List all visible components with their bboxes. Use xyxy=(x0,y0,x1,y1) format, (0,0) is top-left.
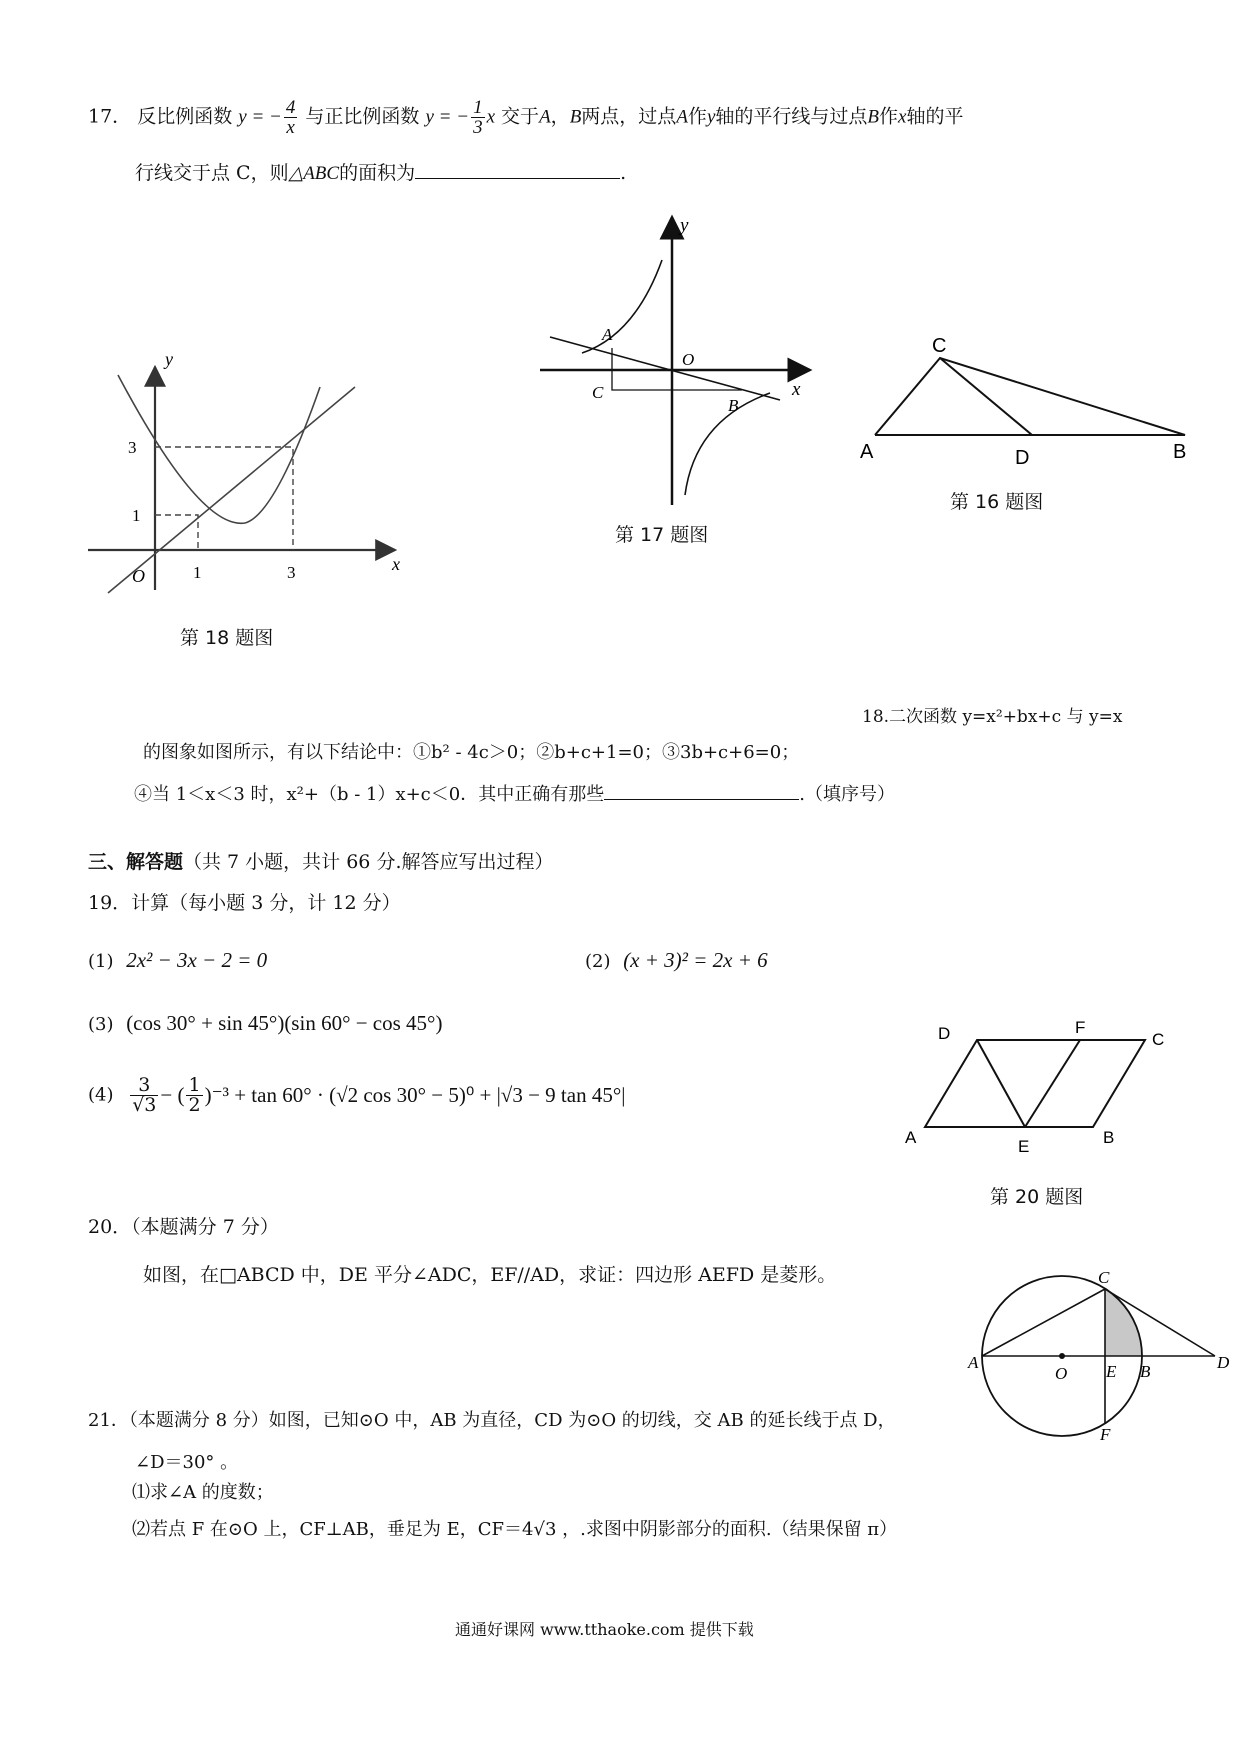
label-d: D xyxy=(1217,1353,1230,1372)
eq2-lhs: y = − xyxy=(425,106,470,128)
expression: (cos 30° + sin 45°)(sin 60° − cos 45°) xyxy=(126,1011,443,1035)
part-label: (3) xyxy=(88,1014,114,1035)
label-o: O xyxy=(132,566,145,586)
equation: (x + 3)² = 2x + 6 xyxy=(623,948,768,972)
figure-21 xyxy=(960,1265,1230,1445)
q21-header: 21．（本题满分 8 分）如图，已知⊙O 中，AB 为直径，CD 为⊙O 的切线，交 AB 的延长线于点 D， xyxy=(88,1410,896,1431)
point-b: B xyxy=(867,106,879,128)
q17-text: 反比例函数 xyxy=(137,105,233,128)
q17-text: 两点，过点 xyxy=(581,105,677,128)
frac-num: 1 xyxy=(473,97,483,118)
question-number: 17． xyxy=(88,105,132,128)
q19-part2 xyxy=(585,948,768,973)
var-y: y xyxy=(706,106,716,128)
q18-line2: 的图象如图所示，有以下结论中：①b² - 4c＞0；②b+c+1=0；③3b+c+6=0； xyxy=(143,742,800,763)
q17-text: 作 xyxy=(879,105,899,128)
part-label: (2) xyxy=(585,951,611,972)
label-c: C xyxy=(592,383,604,402)
parallelogram-abcd xyxy=(925,1040,1145,1127)
tick-1-x: 1 xyxy=(193,563,202,582)
figure-18 xyxy=(80,345,410,605)
frac-den: √3 xyxy=(132,1094,157,1116)
label-c: C xyxy=(1098,1268,1110,1287)
q17-text: 轴的平 xyxy=(906,105,964,128)
q17-text: 交于 xyxy=(501,105,540,128)
point-b: B xyxy=(569,106,582,128)
label-x: x xyxy=(392,554,400,574)
q21-part2: ⑵若点 F 在⊙O 上，CF⊥AB，垂足为 E，CF＝4√3 ，.求图中阴影部分的面积.（结果保留 π） xyxy=(132,1519,898,1540)
q17-line1 xyxy=(88,98,963,137)
q21-line2: ∠D＝30° 。 xyxy=(135,1452,239,1473)
label-c: C xyxy=(1152,1030,1165,1049)
frac-num: 4 xyxy=(285,97,296,118)
expression: )⁻³ + tan 60° · (√2 cos 30° − 5)⁰ + |√3 − 9 tan 45°| xyxy=(204,1082,626,1107)
equation: 2x² − 3x − 2 = 0 xyxy=(126,948,268,972)
var-x: x xyxy=(898,106,907,128)
q19-header: 19．计算（每小题 3 分，计 12 分） xyxy=(88,892,401,914)
frac-num: 1 xyxy=(188,1074,201,1096)
q19-part4 xyxy=(88,1076,625,1115)
center-dot xyxy=(1059,1353,1065,1359)
eq1-lhs: y = − xyxy=(238,106,282,128)
tick-1-y: 1 xyxy=(132,506,141,525)
label-e: E xyxy=(1106,1362,1117,1381)
answer-blank[interactable] xyxy=(415,160,620,179)
label-y: y xyxy=(680,215,689,236)
label-e: E xyxy=(1018,1137,1030,1156)
section-desc: （共 7 小题，共计 66 分.解答应写出过程） xyxy=(183,851,554,873)
q17-text: . xyxy=(620,162,627,184)
frac-den: 3 xyxy=(473,117,483,138)
part-label: (1) xyxy=(88,951,114,972)
frac-num: 3 xyxy=(130,1076,158,1096)
frac-den: 2 xyxy=(188,1094,201,1116)
hyperbola-left-branch xyxy=(582,260,662,353)
dashed-guide-1 xyxy=(155,515,198,550)
triangle-abc: △ABC xyxy=(288,163,340,184)
q20-header: 20．（本题满分 7 分） xyxy=(88,1216,279,1238)
label-a: A xyxy=(602,325,613,344)
fraction-1-over-3 xyxy=(471,98,485,137)
label-f: F xyxy=(1075,1018,1086,1037)
q17-text: 行线交于点 C，则 xyxy=(135,162,289,184)
label-o: O xyxy=(1055,1364,1068,1383)
chord-ac xyxy=(982,1289,1105,1356)
q18-text: ④当 1＜x＜3 时，x²+（b - 1）x+c＜0．其中正确有那些 xyxy=(134,784,605,805)
label-f: F xyxy=(1100,1425,1111,1444)
part-label: (4) xyxy=(88,1084,114,1106)
label-b: B xyxy=(728,396,739,415)
figure-16-caption: 第 16 题图 xyxy=(950,491,1044,513)
segment-cd xyxy=(940,358,1032,435)
q18-line1: 18.二次函数 y=x²+bx+c 与 y=x xyxy=(862,707,1123,727)
tick-3-x: 3 xyxy=(287,563,296,582)
page-footer: 通通好课网 www.tthaoke.com 提供下载 xyxy=(455,1620,754,1639)
q21-part1: ⑴求∠A 的度数； xyxy=(132,1482,274,1503)
var-x: x xyxy=(486,106,495,128)
label-b: B xyxy=(1103,1128,1115,1147)
q17-text: ， xyxy=(550,105,570,128)
q17-text: 作 xyxy=(687,105,707,128)
section-3-heading xyxy=(88,851,553,874)
label-c: C xyxy=(932,335,947,357)
answer-blank[interactable] xyxy=(604,781,799,800)
label-b: B xyxy=(1173,441,1187,463)
figure-17 xyxy=(530,205,820,515)
shaded-region xyxy=(1105,1289,1142,1356)
label-a: A xyxy=(905,1128,917,1147)
dashed-guide-3 xyxy=(155,447,293,550)
q17-text: 与正比例函数 xyxy=(305,105,420,128)
line-y-equals-x xyxy=(108,387,355,593)
operator: − ( xyxy=(160,1082,185,1107)
q19-part3 xyxy=(88,1011,442,1036)
segment-de xyxy=(977,1040,1025,1127)
fraction-4-over-x xyxy=(284,98,298,137)
q17-text: 的面积为 xyxy=(339,162,416,184)
point-a: A xyxy=(676,106,688,128)
figure-18-caption: 第 18 题图 xyxy=(180,627,274,649)
q17-line2 xyxy=(135,160,626,186)
q18-line3 xyxy=(134,781,895,806)
point-a: A xyxy=(539,106,551,128)
figure-17-caption: 第 17 题图 xyxy=(615,524,709,546)
label-a: A xyxy=(860,441,874,463)
label-b: B xyxy=(1140,1362,1151,1381)
frac-den: x xyxy=(286,117,295,138)
q20-body: 如图，在□ABCD 中，DE 平分∠ADC，EF//AD，求证：四边形 AEFD 是菱形。 xyxy=(143,1264,837,1286)
triangle-acb xyxy=(875,358,1185,435)
label-o: O xyxy=(682,350,695,369)
fraction-1-over-2 xyxy=(186,1076,202,1115)
q19-part1 xyxy=(88,948,267,973)
label-a: A xyxy=(968,1353,979,1372)
label-d: D xyxy=(938,1024,951,1043)
figure-20 xyxy=(900,1015,1180,1165)
figure-16 xyxy=(855,320,1215,470)
label-x: x xyxy=(792,379,801,400)
segment-ef xyxy=(1025,1040,1080,1127)
section-title: 三、解答题 xyxy=(88,851,184,873)
label-d: D xyxy=(1015,447,1030,469)
tick-3-y: 3 xyxy=(128,438,137,457)
label-y: y xyxy=(165,349,173,369)
q18-text: .（填序号） xyxy=(799,784,895,805)
q17-text: 轴的平行线与过点 xyxy=(715,105,868,128)
figure-20-caption: 第 20 题图 xyxy=(990,1186,1084,1208)
fraction-3-over-root3 xyxy=(130,1076,158,1115)
